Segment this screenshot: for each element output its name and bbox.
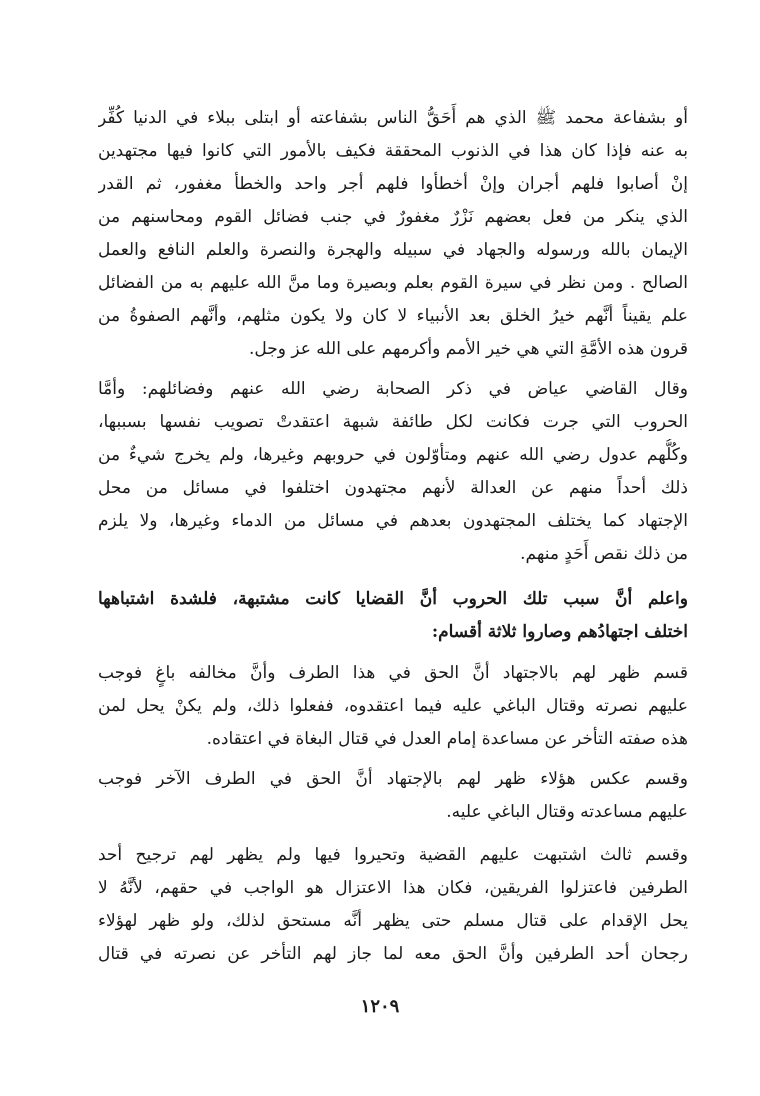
text-line: اختلف اجتهادُهم وصاروا ثلاثة أقسام: — [431, 622, 688, 642]
text-line: عليهم مساعدته وقتال الباغي عليه. — [446, 802, 688, 822]
text-line: الصالح . ومن نظر في سيرة القوم بعلم وبصيرة وما منَّ الله عليهم به من الفضائل — [98, 273, 688, 293]
text-line: الطرفين فاعتزلوا الفريقين، فكان هذا الاعتزال هو الواجب في حقهم، لأنَّهُ لا — [98, 878, 688, 898]
text-line: الذي ينكر من فعل بعضهم نَزْرٌ مغفورٌ في جنب فضائل القوم ومحاسنهم من — [98, 207, 688, 227]
text-line: الإيمان بالله ورسوله والجهاد في سبيله والهجرة والنصرة والعلم النافع والعمل — [98, 240, 688, 260]
paragraph-5 — [98, 763, 688, 829]
paragraph-6 — [98, 839, 688, 971]
text-line: واعلم أنَّ سبب تلك الحروب أنَّ القضايا كانت مشتبهة، فلشدة اشتباهها — [98, 589, 688, 609]
text-line: به عنه فإذا كان هذا في الذنوب المحققة فكيف بالأمور التي كانوا فيها مجتهدين — [98, 141, 688, 161]
text-line: وقسم عكس هؤلاء ظهر لهم بالإجتهاد أنَّ الحق في الطرف الآخر فوجب — [98, 769, 688, 789]
text-line: هذه صفته التأخر عن مساعدة إمام العدل في قتال البغاة في اعتقاده. — [206, 729, 688, 749]
text-line: قرون هذه الأمَّةِ التي هي خير الأمم وأكرمهم على الله عز وجل. — [248, 339, 688, 359]
text-line: وقال القاضي عياض في ذكر الصحابة رضي الله عنهم وفضائلهم: وأمَّا — [98, 379, 688, 399]
text-line: علم يقيناً أنَّهم خيرُ الخلق بعد الأنبياء لا كان ولا يكون مثلهم، وأنَّهم الصفوةُ من — [98, 306, 688, 326]
text-line: الإجتهاد كما يختلف المجتهدون بعدهم في مسائل من الدماء وغيرها، ولا يلزم — [98, 511, 688, 531]
text-line: عليهم نصرته وقتال الباغي عليه فيما اعتقدوه، ففعلوا ذلك، ولم يكنْ يحل لمن — [98, 696, 688, 716]
page-number: ١٢٠٩ — [360, 996, 400, 1017]
text-line: قسم ظهر لهم بالاجتهاد أنَّ الحق في هذا الطرف وأنَّ مخالفه باغٍ فوجب — [98, 663, 688, 683]
text-line: وقسم ثالث اشتبهت عليهم القضية وتحيروا فيها ولم يظهر لهم ترجيح أحد — [98, 845, 688, 865]
text-line: أو بشفاعة محمد ﷺ الذي هم أَحَقُّ الناس بشفاعته أو ابتلى ببلاء في الدنيا كُفِّر — [98, 108, 688, 128]
text-line: يحل الإقدام على قتال مسلم حتى يظهر أنَّه مستحق لذلك، ولو ظهر لهؤلاء — [98, 911, 688, 931]
paragraph-3-heading — [98, 583, 688, 649]
text-line: ذلك أحداً منهم عن العدالة لأنهم مجتهدون اختلفوا في مسائل من محل — [98, 478, 688, 498]
text-line: الحروب التي جرت فكانت لكل طائفة شبهة اعتقدتْ تصويب نفسها بسببها، — [98, 412, 688, 432]
paragraph-2 — [98, 373, 688, 571]
text-line: من ذلك نقص أَحَدٍ منهم. — [520, 544, 688, 564]
paragraph-1 — [98, 102, 688, 366]
text-line: رجحان أحد الطرفين وأنَّ الحق معه لما جاز لهم التأخر عن نصرته في قتال — [98, 944, 688, 964]
text-line: إنْ أصابوا فلهم أجران وإنْ أخطأوا فلهم أجر واحد والخطأ مغفور، ثم القدر — [98, 174, 688, 194]
text-line: وكُلُّهم عدول رضي الله عنهم ومتأوّلون في حروبهم وغيرها، ولم يخرج شيءٌ من — [98, 445, 688, 465]
paragraph-4 — [98, 657, 688, 756]
